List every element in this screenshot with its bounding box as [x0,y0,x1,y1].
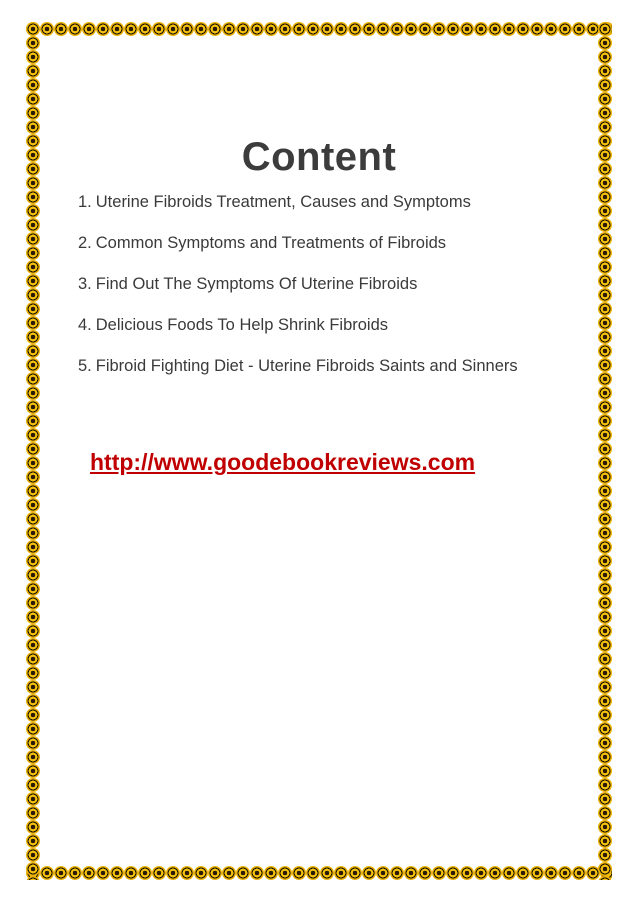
sunflower-icon [26,316,40,330]
sunflower-icon [432,22,446,36]
sunflower-icon [26,652,40,666]
sunflower-icon [598,106,612,120]
sunflower-icon [572,866,586,880]
sunflower-icon [292,22,306,36]
sunflower-icon [96,22,110,36]
sunflower-icon [264,22,278,36]
sunflower-icon [26,120,40,134]
page-border-bottom [26,866,612,880]
sunflower-icon [598,764,612,778]
sunflower-icon [348,866,362,880]
sunflower-icon [558,22,572,36]
sunflower-icon [598,750,612,764]
sunflower-icon [598,792,612,806]
toc-number: 4. [78,316,92,334]
sunflower-icon [26,834,40,848]
sunflower-icon [598,778,612,792]
sunflower-icon [598,722,612,736]
sunflower-icon [348,22,362,36]
sunflower-icon [598,470,612,484]
sunflower-icon [598,694,612,708]
sunflower-icon [166,866,180,880]
sunflower-icon [598,78,612,92]
sunflower-icon [474,22,488,36]
sunflower-icon [124,22,138,36]
sunflower-icon [598,596,612,610]
sunflower-icon [236,866,250,880]
sunflower-icon [26,232,40,246]
sunflower-icon [26,708,40,722]
sunflower-icon [26,820,40,834]
sunflower-icon [124,866,138,880]
sunflower-icon [26,428,40,442]
sunflower-icon [82,22,96,36]
sunflower-icon [26,540,40,554]
sunflower-icon [138,866,152,880]
toc-number: 3. [78,275,92,293]
sunflower-icon [598,246,612,260]
toc-number: 2. [78,234,92,252]
sunflower-icon [26,64,40,78]
sunflower-icon [26,722,40,736]
website-link[interactable]: http://www.goodebookreviews.com [90,449,476,475]
sunflower-icon [40,22,54,36]
sunflower-icon [598,708,612,722]
sunflower-icon [598,330,612,344]
sunflower-icon [180,22,194,36]
sunflower-icon [26,358,40,372]
sunflower-icon [278,22,292,36]
sunflower-icon [598,400,612,414]
sunflower-icon [598,442,612,456]
toc-title: Fibroid Fighting Diet - Uterine Fibroids Saints and Sinners [95,357,518,375]
sunflower-icon [26,806,40,820]
sunflower-icon [250,22,264,36]
toc-title: Delicious Foods To Help Shrink Fibroids [95,316,389,334]
sunflower-icon [26,414,40,428]
sunflower-icon [418,22,432,36]
sunflower-icon [362,22,376,36]
sunflower-icon [26,288,40,302]
sunflower-icon [598,820,612,834]
sunflower-icon [334,22,348,36]
sunflower-icon [598,512,612,526]
sunflower-icon [598,554,612,568]
sunflower-icon [390,866,404,880]
sunflower-icon [598,526,612,540]
sunflower-icon [40,866,54,880]
sunflower-icon [26,36,40,50]
sunflower-icon [598,386,612,400]
sunflower-icon [26,344,40,358]
sunflower-icon [26,848,40,862]
sunflower-icon [598,610,612,624]
sunflower-icon [598,456,612,470]
sunflower-icon [264,866,278,880]
sunflower-icon [404,22,418,36]
sunflower-icon [26,624,40,638]
sunflower-icon [26,50,40,64]
sunflower-icon [26,526,40,540]
table-of-contents [78,190,558,395]
sunflower-icon [460,22,474,36]
sunflower-icon [598,414,612,428]
sunflower-icon [598,36,612,50]
sunflower-icon [334,866,348,880]
sunflower-icon [180,866,194,880]
sunflower-icon [26,638,40,652]
sunflower-icon [598,302,612,316]
sunflower-icon [516,22,530,36]
sunflower-icon [194,866,208,880]
sunflower-icon [26,190,40,204]
toc-item-3 [78,272,558,296]
sunflower-icon [292,866,306,880]
sunflower-icon [320,22,334,36]
sunflower-icon [474,866,488,880]
page-border-top [26,22,612,36]
sunflower-icon [26,274,40,288]
sunflower-icon [26,246,40,260]
sunflower-icon [598,120,612,134]
sunflower-icon [26,302,40,316]
sunflower-icon [26,694,40,708]
sunflower-icon [598,218,612,232]
sunflower-icon [598,652,612,666]
sunflower-icon [236,22,250,36]
sunflower-icon [488,22,502,36]
sunflower-icon [278,866,292,880]
sunflower-icon [26,442,40,456]
toc-item-2 [78,231,558,255]
sunflower-icon [598,316,612,330]
sunflower-icon [598,638,612,652]
sunflower-icon [26,92,40,106]
sunflower-icon [26,218,40,232]
sunflower-icon [598,260,612,274]
sunflower-icon [26,204,40,218]
sunflower-icon [54,866,68,880]
sunflower-icon [82,866,96,880]
sunflower-icon [96,866,110,880]
sunflower-icon [558,866,572,880]
sunflower-icon [404,866,418,880]
toc-title: Common Symptoms and Treatments of Fibroids [95,234,447,252]
sunflower-icon [598,92,612,106]
sunflower-icon [26,400,40,414]
sunflower-icon [26,386,40,400]
sunflower-icon [598,666,612,680]
sunflower-icon [598,344,612,358]
sunflower-icon [222,22,236,36]
sunflower-icon [26,330,40,344]
sunflower-icon [530,22,544,36]
sunflower-icon [26,512,40,526]
sunflower-icon [26,78,40,92]
sunflower-icon [26,666,40,680]
sunflower-icon [598,834,612,848]
sunflower-icon [26,778,40,792]
sunflower-icon [208,866,222,880]
sunflower-icon [222,866,236,880]
sunflower-icon [598,64,612,78]
sunflower-icon [598,232,612,246]
sunflower-icon [54,22,68,36]
sunflower-icon [26,764,40,778]
sunflower-icon [544,866,558,880]
sunflower-icon [598,274,612,288]
toc-item-4 [78,313,558,337]
sunflower-icon [598,498,612,512]
sunflower-icon [166,22,180,36]
sunflower-icon [598,22,612,36]
toc-title: Uterine Fibroids Treatment, Causes and Symptoms [95,193,471,211]
sunflower-icon [306,22,320,36]
sunflower-icon [598,582,612,596]
toc-title: Find Out The Symptoms Of Uterine Fibroids [95,275,418,293]
sunflower-icon [110,866,124,880]
sunflower-icon [598,848,612,862]
sunflower-icon [138,22,152,36]
toc-number: 5. [78,357,92,375]
toc-item-5 [78,354,558,378]
sunflower-icon [488,866,502,880]
sunflower-icon [110,22,124,36]
sunflower-icon [376,866,390,880]
toc-item-1 [78,190,558,214]
sunflower-icon [598,50,612,64]
sunflower-icon [68,866,82,880]
sunflower-icon [26,792,40,806]
sunflower-icon [460,866,474,880]
sunflower-icon [598,288,612,302]
sunflower-icon [598,484,612,498]
sunflower-icon [26,596,40,610]
sunflower-icon [68,22,82,36]
sunflower-icon [502,22,516,36]
sunflower-icon [194,22,208,36]
sunflower-icon [598,428,612,442]
sunflower-icon [26,750,40,764]
sunflower-icon [598,806,612,820]
sunflower-icon [446,866,460,880]
sunflower-icon [502,866,516,880]
sunflower-icon [250,866,264,880]
sunflower-icon [26,106,40,120]
sunflower-icon [446,22,460,36]
sunflower-icon [26,456,40,470]
sunflower-icon [26,554,40,568]
sunflower-icon [598,624,612,638]
sunflower-icon [598,358,612,372]
sunflower-icon [26,260,40,274]
sunflower-icon [152,866,166,880]
sunflower-icon [152,22,166,36]
sunflower-icon [530,866,544,880]
sunflower-icon [306,866,320,880]
sunflower-icon [572,22,586,36]
sunflower-icon [320,866,334,880]
sunflower-icon [26,22,40,36]
sunflower-icon [598,372,612,386]
sunflower-icon [390,22,404,36]
sunflower-icon [598,736,612,750]
sunflower-icon [26,680,40,694]
sunflower-icon [362,866,376,880]
toc-number: 1. [78,193,92,211]
sunflower-icon [26,610,40,624]
sunflower-icon [432,866,446,880]
sunflower-icon [598,680,612,694]
sunflower-icon [26,470,40,484]
sunflower-icon [26,372,40,386]
sunflower-icon [598,190,612,204]
sunflower-icon [598,876,612,880]
sunflower-icon [598,204,612,218]
sunflower-icon [26,484,40,498]
sunflower-icon [26,736,40,750]
page-title: Content [241,134,397,179]
sunflower-icon [598,540,612,554]
sunflower-icon [26,862,40,876]
sunflower-icon [598,862,612,876]
sunflower-icon [26,582,40,596]
sunflower-icon [516,866,530,880]
sunflower-icon [598,568,612,582]
sunflower-icon [26,568,40,582]
sunflower-icon [376,22,390,36]
sunflower-icon [208,22,222,36]
sunflower-icon [26,876,40,880]
sunflower-icon [544,22,558,36]
sunflower-icon [26,498,40,512]
sunflower-icon [418,866,432,880]
